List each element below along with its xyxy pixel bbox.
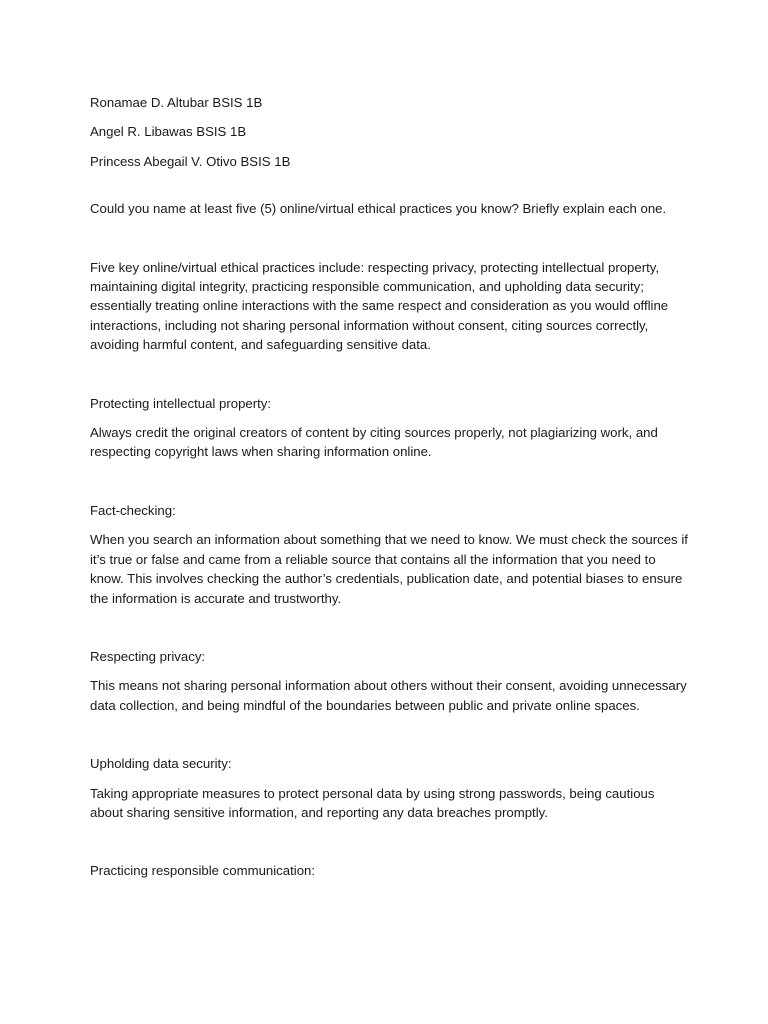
author-line-2: Angel R. Libawas BSIS 1B: [90, 124, 247, 140]
section-body-intellectual-property: Always credit the original creators of content by citing sources properly, not plagiarizing work, and respecting copyright laws when sharing information online.: [90, 425, 658, 460]
intro-paragraph: Five key online/virtual ethical practices include: respecting privacy, protecting intellectual property, maintaining digital integrity, practicing responsible communication, and upholding data security; essentially treating online interactions with the same respect and consideration as you would offline interactions, including not sharing personal information without consent, citing sources correctly, avoiding harmful content, and safeguarding sensitive data.: [90, 259, 669, 353]
section-heading-intellectual-property: Protecting intellectual property:: [90, 395, 272, 411]
section-heading-respecting-privacy: Respecting privacy:: [90, 648, 206, 664]
section-heading-fact-checking: Fact-checking:: [90, 502, 176, 518]
section-body-fact-checking: When you search an information about something that we need to know. We must check the sources if it’s true or false and came from a reliable source that contains all the information that you need to know. This involves checking the author’s credentials, publication date, and potential biases to ensure the information is accurate and trustworthy.: [90, 532, 688, 606]
section-heading-responsible-communication: Practicing responsible communication:: [90, 863, 316, 879]
author-line-1: Ronamae D. Altubar BSIS 1B: [90, 95, 263, 110]
section-body-respecting-privacy: This means not sharing personal information about others without their consent, avoiding unnecessary data collection, and being mindful of the boundaries between public and private online spaces.: [90, 678, 687, 713]
section-body-data-security: Taking appropriate measures to protect personal data by using strong passwords, being cautious about sharing sensitive information, and reporting any data breaches promptly.: [90, 785, 655, 820]
question-paragraph: Could you name at least five (5) online/virtual ethical practices you know? Briefly explain each one.: [90, 201, 667, 217]
document-page: [90, 93, 690, 891]
section-heading-data-security: Upholding data security:: [90, 756, 232, 772]
author-line-3: Princess Abegail V. Otivo BSIS 1B: [90, 153, 291, 169]
